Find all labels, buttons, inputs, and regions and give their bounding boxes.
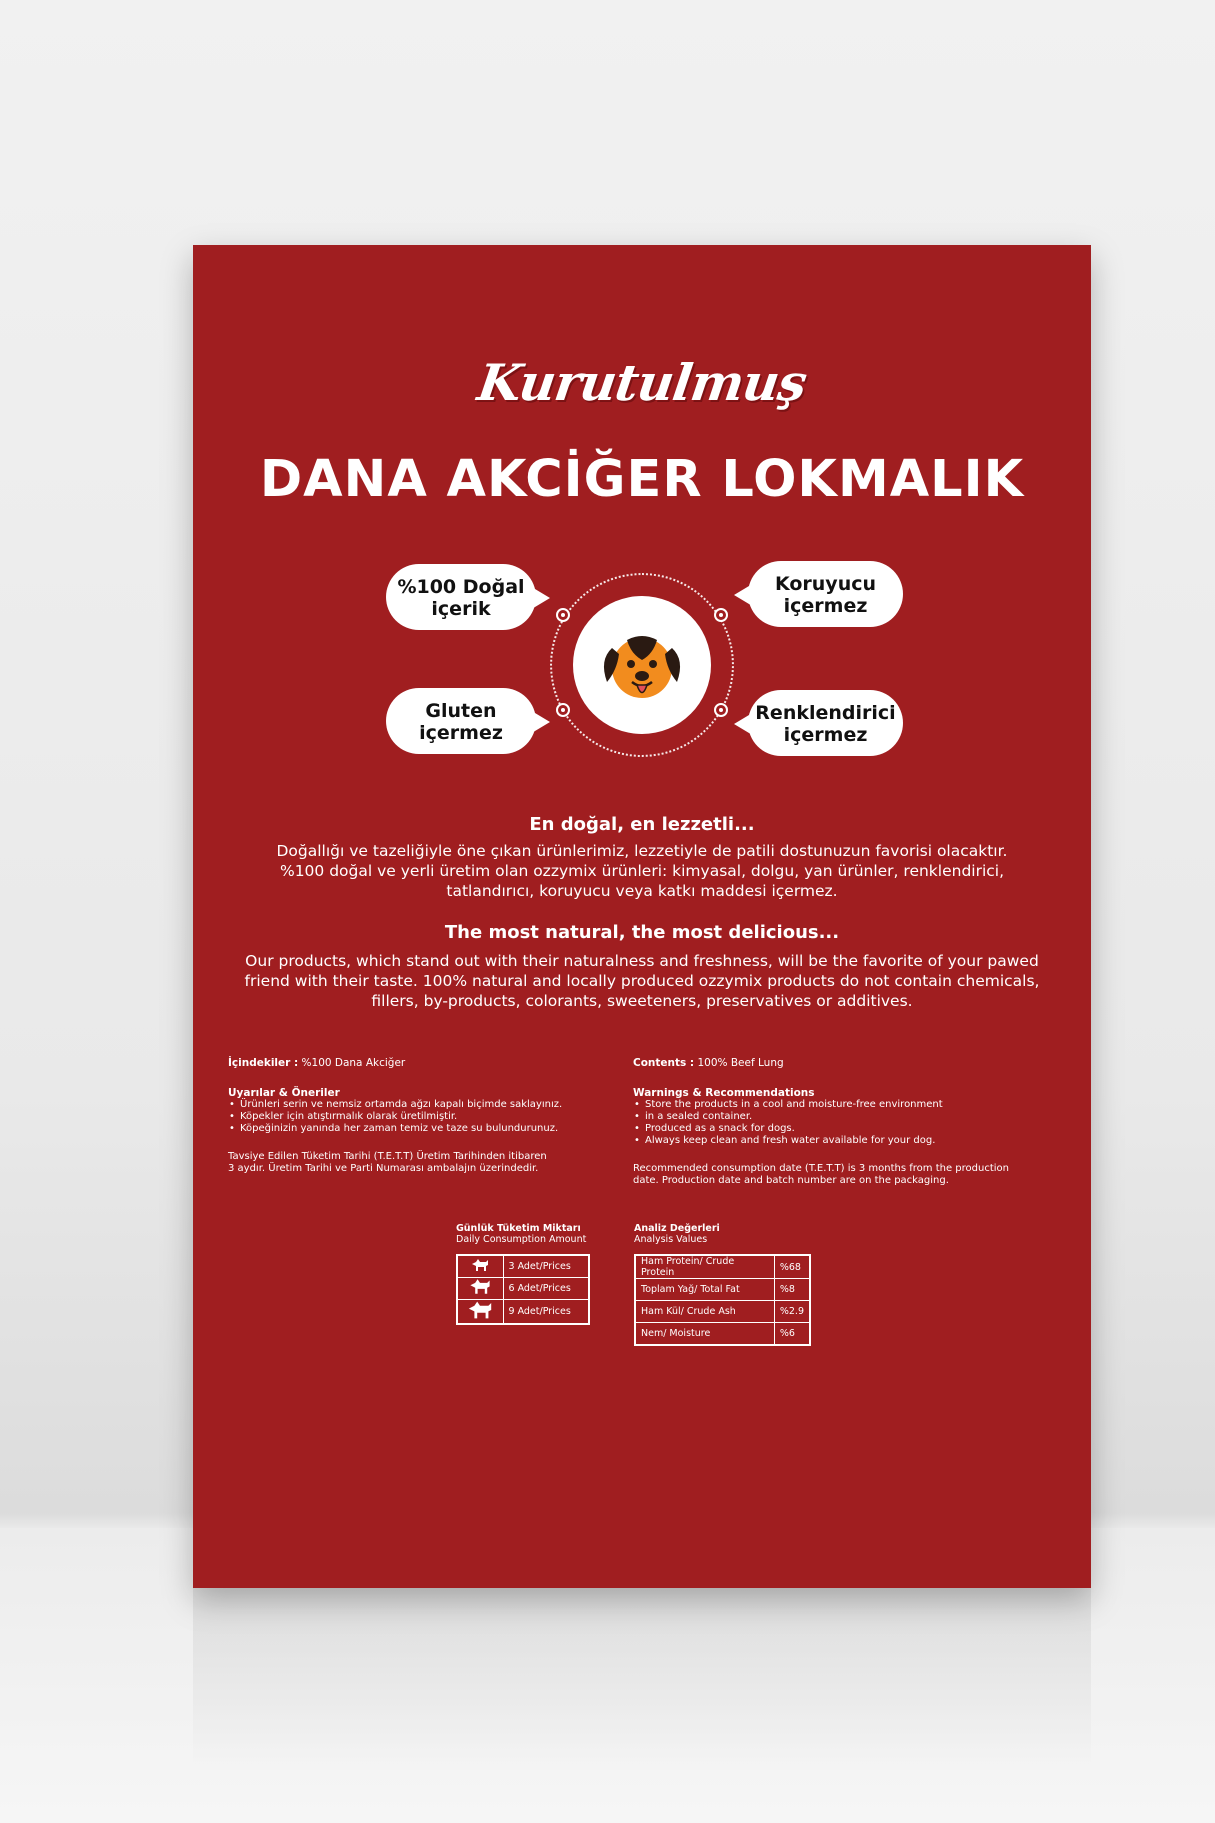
ingredients-value: %100 Dana Akciğer xyxy=(301,1057,406,1069)
warning-item: • Köpeğinizin yanında her zaman temiz ve taze su bulundurunuz. xyxy=(228,1123,598,1135)
tr-body-line: Doğallığı ve tazeliğiyle öne çıkan ürünlerimiz, lezzetiyle de patili dostunuzun favorisi olacaktır. xyxy=(276,842,1008,860)
feature-bubble-preservative xyxy=(748,561,903,627)
consumption-value: 6 Adet/Prices xyxy=(503,1277,589,1299)
analysis-label: Nem/ Moisture xyxy=(635,1323,774,1345)
connector-dot xyxy=(556,608,570,622)
en-info xyxy=(633,1057,1063,1187)
en-heading: The most natural, the most delicious... xyxy=(444,922,840,943)
table-row xyxy=(457,1277,589,1299)
en-body-line: fillers, by-products, colorants, sweeteners, preservatives or additives. xyxy=(371,992,913,1010)
analysis-label: Toplam Yağ/ Total Fat xyxy=(635,1279,774,1301)
note-line: 3 aydır. Üretim Tarihi ve Parti Numarası ambalajın üzerindedir. xyxy=(228,1163,539,1174)
feature-text: Koruyucu xyxy=(774,573,877,595)
ingredients-label: Contents : xyxy=(633,1057,695,1069)
product-poster xyxy=(193,245,1091,1588)
table-row xyxy=(457,1299,589,1324)
analysis-value: %6 xyxy=(774,1323,810,1345)
feature-bubble-gluten xyxy=(386,688,536,754)
warnings-list xyxy=(228,1099,598,1135)
en-ingredients xyxy=(633,1057,1063,1069)
consumption-value: 9 Adet/Prices xyxy=(503,1299,589,1324)
en-body-line: friend with their taste. 100% natural and locally produced ozzymix products do not contain chemicals, xyxy=(244,972,1040,990)
table-row xyxy=(635,1323,810,1345)
analysis-label: Ham Kül/ Crude Ash xyxy=(635,1301,774,1323)
tr-info xyxy=(228,1057,598,1175)
dog-face-icon xyxy=(597,620,687,710)
expiry-note xyxy=(633,1163,1063,1187)
feature-text: içerik xyxy=(431,598,491,620)
tr-ingredients xyxy=(228,1057,598,1069)
warning-item: • Always keep clean and fresh water available for your dog. xyxy=(633,1135,1063,1147)
warning-item: • Produced as a snack for dogs. xyxy=(633,1123,1063,1135)
table-row xyxy=(635,1279,810,1301)
warnings-heading: Uyarılar & Öneriler xyxy=(228,1087,340,1099)
analysis-caption xyxy=(634,1223,720,1245)
note-line: Recommended consumption date (T.E.T.T) is 3 months from the production xyxy=(633,1163,1009,1174)
analysis-value: %2.9 xyxy=(774,1301,810,1323)
analysis-value: %68 xyxy=(774,1255,810,1279)
tr-body-line: %100 doğal ve yerli üretim olan ozzymix ürünleri: kimyasal, dolgu, yan ürünler, renklendirici, xyxy=(279,862,1005,880)
consumption-value: 3 Adet/Prices xyxy=(503,1255,589,1277)
tr-body-line: tatlandırıcı, koruyucu veya katkı maddesi içermez. xyxy=(446,882,838,900)
feature-text: içermez xyxy=(783,724,868,746)
feature-bubble-colorant xyxy=(748,690,903,756)
small-dog-icon xyxy=(457,1255,503,1277)
consumption-subtitle: Daily Consumption Amount xyxy=(456,1234,587,1245)
analysis-label: Ham Protein/ Crude Protein xyxy=(635,1255,774,1279)
note-line: Tavsiye Edilen Tüketim Tarihi (T.E.T.T) Üretim Tarihinden itibaren xyxy=(228,1151,547,1162)
feature-text: içermez xyxy=(783,595,868,617)
consumption-title: Günlük Tüketim Miktarı xyxy=(456,1223,581,1234)
en-body-line: Our products, which stand out with their naturalness and freshness, will be the favorite of your pawed xyxy=(245,952,1039,970)
table-row xyxy=(635,1301,810,1323)
large-dog-icon xyxy=(457,1299,503,1324)
warning-item: • in a sealed container. xyxy=(633,1111,1063,1123)
note-line: date. Production date and batch number are on the packaging. xyxy=(633,1175,949,1186)
feature-text: %100 Doğal xyxy=(397,576,525,598)
ingredients-value: 100% Beef Lung xyxy=(697,1057,784,1069)
connector-dot xyxy=(714,608,728,622)
warning-item: • Store the products in a cool and moisture-free environment xyxy=(633,1099,1063,1111)
analysis-subtitle: Analysis Values xyxy=(634,1234,708,1245)
feature-text: Gluten xyxy=(425,700,497,722)
analysis-table xyxy=(634,1254,811,1346)
consumption-caption xyxy=(456,1223,586,1245)
warnings-heading: Warnings & Recommendations xyxy=(633,1087,815,1099)
warning-item: • Köpekler için atıştırmalık olarak üretilmiştir. xyxy=(228,1111,598,1123)
connector-dot xyxy=(714,703,728,717)
warning-item: • Ürünleri serin ve nemsiz ortamda ağzı kapalı biçimde saklayınız. xyxy=(228,1099,598,1111)
tr-heading: En doğal, en lezzetli... xyxy=(529,814,755,835)
analysis-title: Analiz Değerleri xyxy=(634,1223,720,1234)
en-body xyxy=(223,951,1061,1011)
poster-reflection xyxy=(193,1588,1091,1768)
feature-text: Renklendirici xyxy=(755,702,896,724)
consumption-table xyxy=(456,1254,590,1325)
warnings-list xyxy=(633,1099,1063,1147)
table-row xyxy=(635,1255,810,1279)
medium-dog-icon xyxy=(457,1277,503,1299)
script-title: Kurutulmuş xyxy=(474,353,810,412)
expiry-note xyxy=(228,1151,598,1175)
analysis-value: %8 xyxy=(774,1279,810,1301)
tr-body xyxy=(223,841,1061,901)
ingredients-label: İçindekiler : xyxy=(228,1057,299,1069)
logo-circle xyxy=(573,596,711,734)
main-title: DANA AKCİĞER LOKMALIK xyxy=(259,450,1025,509)
feature-text: içermez xyxy=(419,722,503,744)
feature-bubble-natural xyxy=(386,564,536,630)
table-row xyxy=(457,1255,589,1277)
connector-dot xyxy=(556,703,570,717)
